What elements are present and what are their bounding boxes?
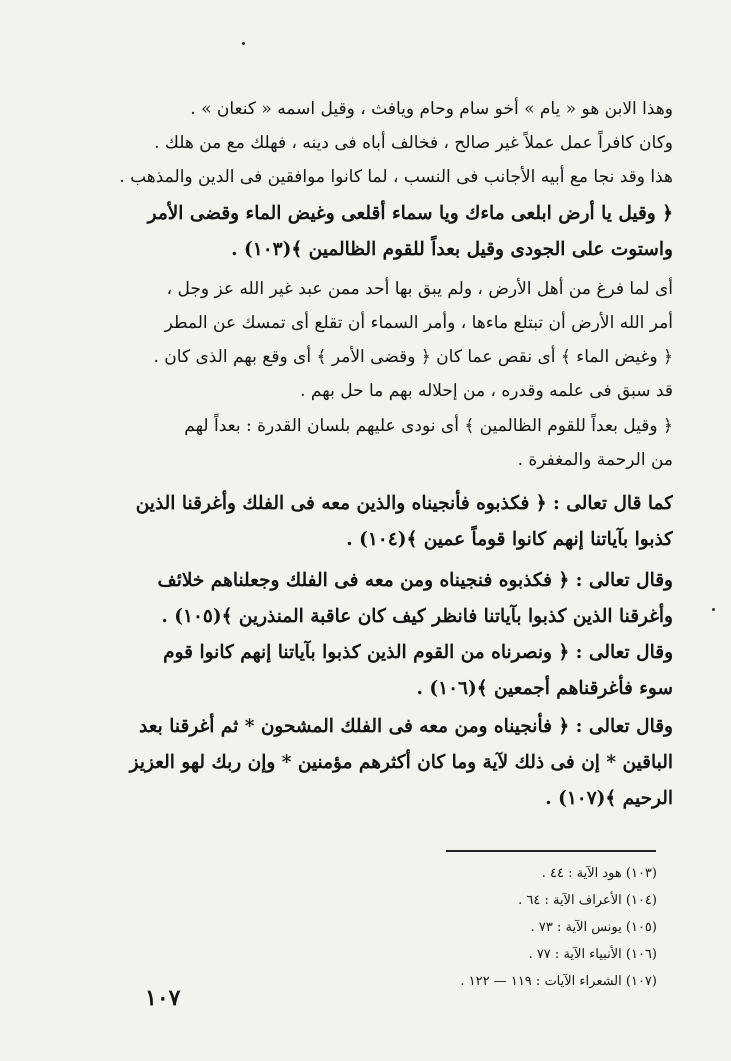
verse-line: ﴿ وقيل يا أرض ابلعى ماءك ويا سماء أقلعى وغيض الماء وقضى الأمر	[147, 203, 673, 224]
verse-line: وقال تعالى : ﴿ فكذبوه فنجيناه ومن معه فى الفلك وجعلناهم خلائف	[157, 570, 673, 591]
footnote-item: (١٠٣) هود الآية : ٤٤ .	[541, 866, 657, 881]
verse-line: واستوت على الجودى وقيل بعداً للقوم الظالمين ﴾(١٠٣) .	[231, 239, 673, 260]
verse-line: الرحيم ﴾(١٠٧) .	[545, 788, 673, 809]
verse-paragraph-yunus-73	[53, 563, 673, 635]
text-line: هذا وقد نجا مع أبيه الأجانب فى النسب ، لما كانوا موافقين فى الدين والمذهب .	[119, 167, 673, 187]
verse-line: كذبوا بآياتنا إنهم كانوا قوماً عمين ﴾(١٠٤) .	[346, 529, 673, 550]
text-line: من الرحمة والمغفرة .	[517, 450, 673, 470]
verse-line: سوء فأغرقناهم أجمعين ﴾(١٠٦) .	[416, 678, 673, 699]
footnote-item: (١٠٦) الأنبياء الآية : ٧٧ .	[528, 947, 657, 962]
paragraph-explanation	[53, 272, 673, 408]
paragraph-tafsir	[53, 409, 673, 477]
verse-line: كما قال تعالى : ﴿ فكذبوه فأنجيناه والذين معه فى الفلك وأغرقنا الذين	[135, 493, 673, 514]
verse-paragraph-anbiya-77	[53, 635, 673, 707]
text-line: وكان كافراً عمل عملاً غير صالح ، فخالف أباه فى دينه ، فهلك مع من هلك .	[154, 133, 673, 153]
paragraph-noah-son	[53, 92, 673, 194]
verse-line: وقال تعالى : ﴿ فأنجيناه ومن معه فى الفلك المشحون * ثم أغرقنا بعد	[139, 716, 673, 737]
ink-speck	[712, 608, 715, 611]
footnote-item: (١٠٤) الأعراف الآية : ٦٤ .	[518, 893, 657, 908]
text-line: أمر الله الأرض أن تبتلع ماءها ، وأمر السماء أن تقلع أى تمسك عن المطر	[164, 313, 673, 333]
text-line: ﴿ وغيض الماء ﴾ أى نقص عما كان ﴿ وقضى الأمر ﴾ أى وقع بهم الذى كان .	[153, 347, 673, 367]
footnotes	[357, 860, 657, 995]
verse-paragraph-hud-44	[53, 196, 673, 268]
text-line: قد سبق فى علمه وقدره ، من إحلاله بهم ما حل بهم .	[300, 381, 673, 401]
verse-line: الباقين * إن فى ذلك لآية وما كان أكثرهم مؤمنين * وإن ربك لهو العزيز	[129, 752, 673, 773]
text-line: وهذا الابن هو « يام » أخو سام وحام ويافث ، وقيل اسمه « كنعان » .	[190, 99, 673, 119]
footnote-item: (١٠٧) الشعراء الآيات : ١١٩ — ١٢٢ .	[460, 974, 657, 989]
text-line: أى لما فرغ من أهل الأرض ، ولم يبق بها أحد ممن عبد غير الله عز وجل ،	[166, 279, 673, 299]
verse-line: وأغرقنا الذين كذبوا بآياتنا فانظر كيف كان عاقبة المنذرين ﴾(١٠٥) .	[161, 606, 673, 627]
verse-paragraph-shuara	[53, 709, 673, 817]
ink-speck	[242, 42, 245, 45]
verse-paragraph-araf-64	[53, 486, 673, 558]
page-number: ١٠٧	[145, 985, 181, 1011]
footnote-divider	[446, 850, 656, 852]
footnote-item: (١٠٥) يونس الآية : ٧٣ .	[530, 920, 657, 935]
verse-line: وقال تعالى : ﴿ ونصرناه من القوم الذين كذبوا بآياتنا إنهم كانوا قوم	[163, 642, 673, 663]
text-line: ﴿ وقيل بعداً للقوم الظالمين ﴾ أى نودى عليهم بلسان القدرة : بعداً لهم	[184, 416, 673, 436]
